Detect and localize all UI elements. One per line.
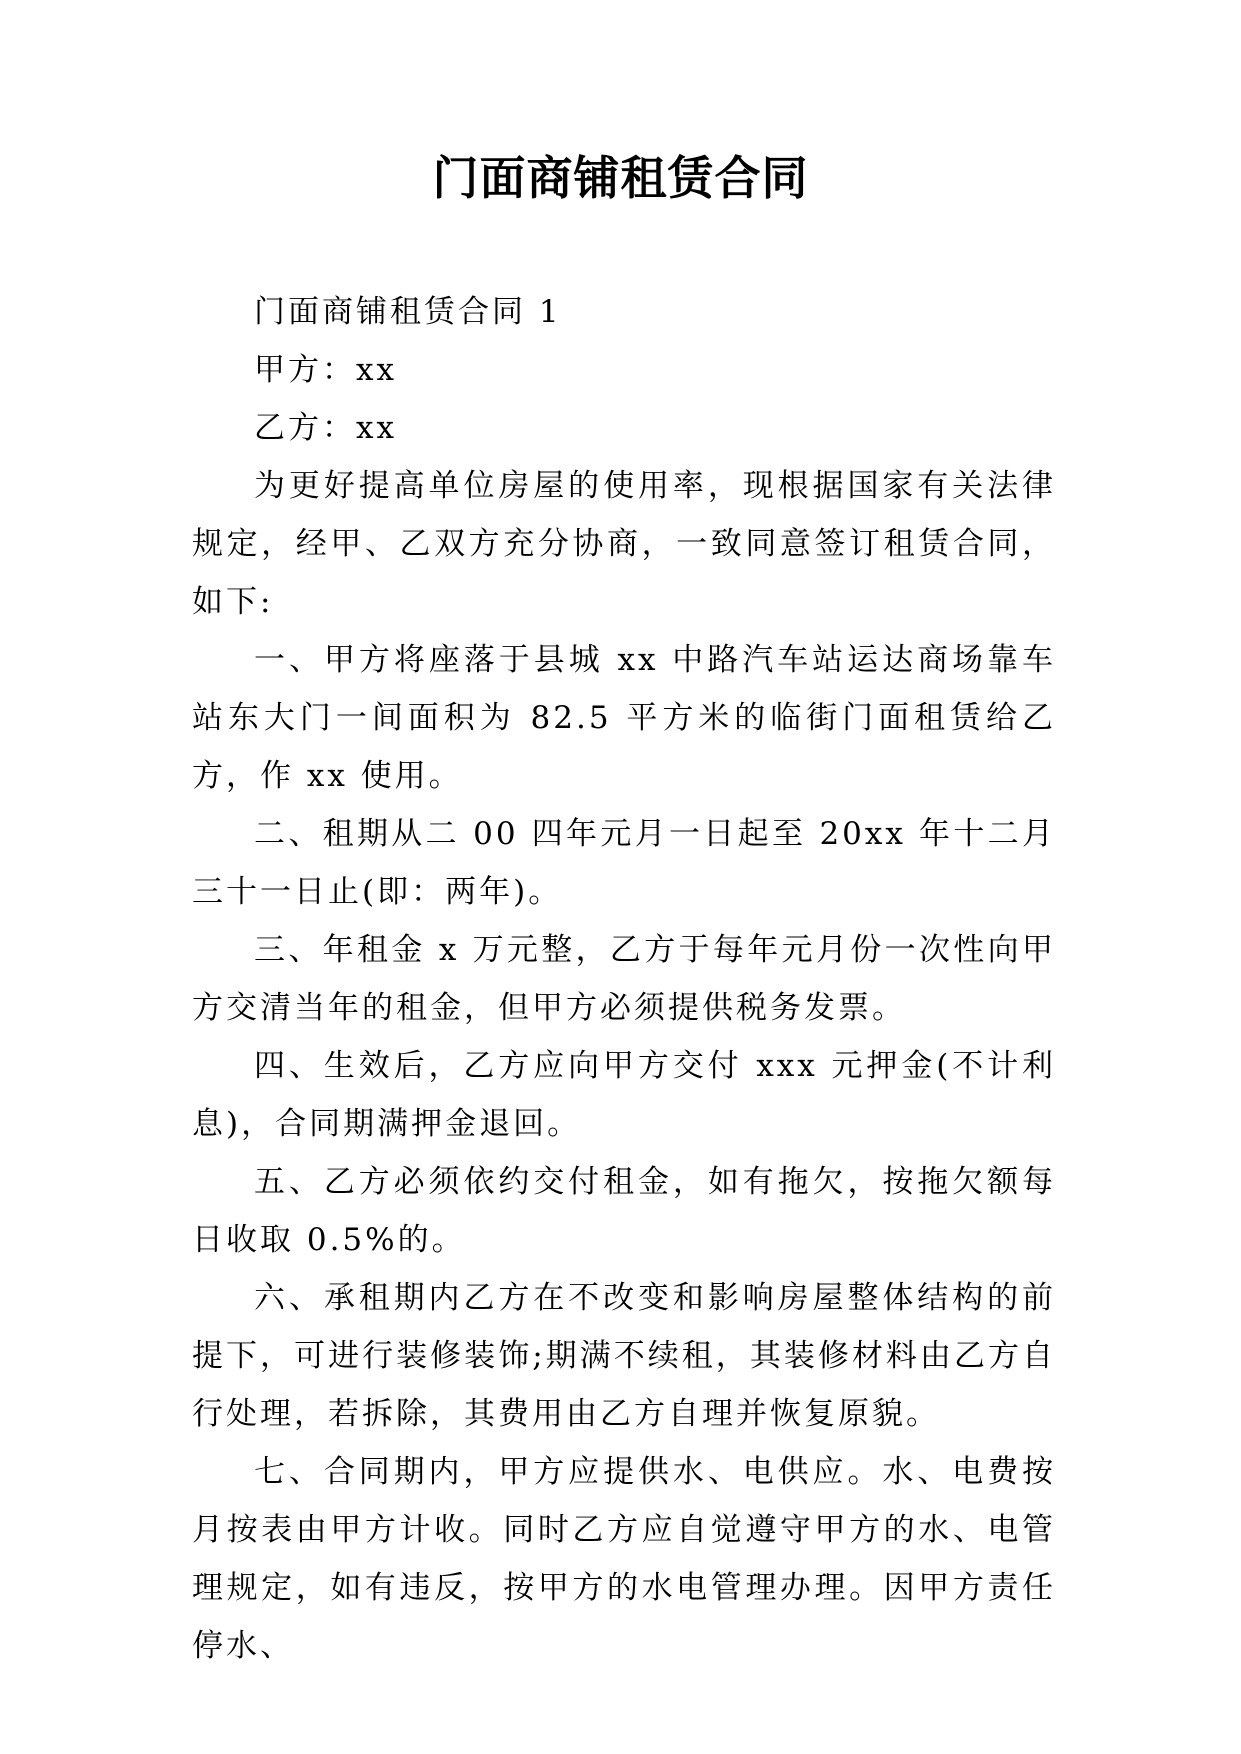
party-b: 乙方：xx [254,410,397,446]
document-title: 门面商铺租赁合同 [432,151,809,205]
clause-6: 六、承租期内乙方在不改变和影响房屋整体结构的前提下，可进行装修装饰;期满不续租，其装修材料由乙方自行处理，若拆除，其费用由乙方自理并恢复原貌。 [192,1280,1056,1432]
party-a: 甲方：xx [254,352,397,388]
document-body [192,283,1056,1675]
preamble-paragraph: 为更好提高单位房屋的使用率，现根据国家有关法律规定，经甲、乙双方充分协商，一致同意签订租赁合同，如下: [192,468,1056,620]
clause-1: 一、甲方将座落于县城 xx 中路汽车站运达商场靠车站东大门一间面积为 82.5 平方米的临街门面租赁给乙方，作 xx 使用。 [192,642,1056,794]
clause-2: 二、租期从二 00 四年元月一日起至 20xx 年十二月三十一日止(即：两年)。 [192,816,1056,910]
clause-3: 三、年租金 x 万元整，乙方于每年元月份一次性向甲方交清当年的租金，但甲方必须提供税务发票。 [192,932,1056,1026]
clause-4: 四、生效后，乙方应向甲方交付 xxx 元押金(不计利息)，合同期满押金退回。 [192,1048,1056,1142]
clause-5: 五、乙方必须依约交付租金，如有拖欠，按拖欠额每日收取 0.5%的。 [192,1164,1056,1258]
contract-subtitle: 门面商铺租赁合同 1 [254,294,562,330]
clause-7: 七、合同期内，甲方应提供水、电供应。水、电费按月按表由甲方计收。同时乙方应自觉遵守甲方的水、电管理规定，如有违反，按甲方的水电管理办理。因甲方责任停水、 [192,1454,1056,1664]
